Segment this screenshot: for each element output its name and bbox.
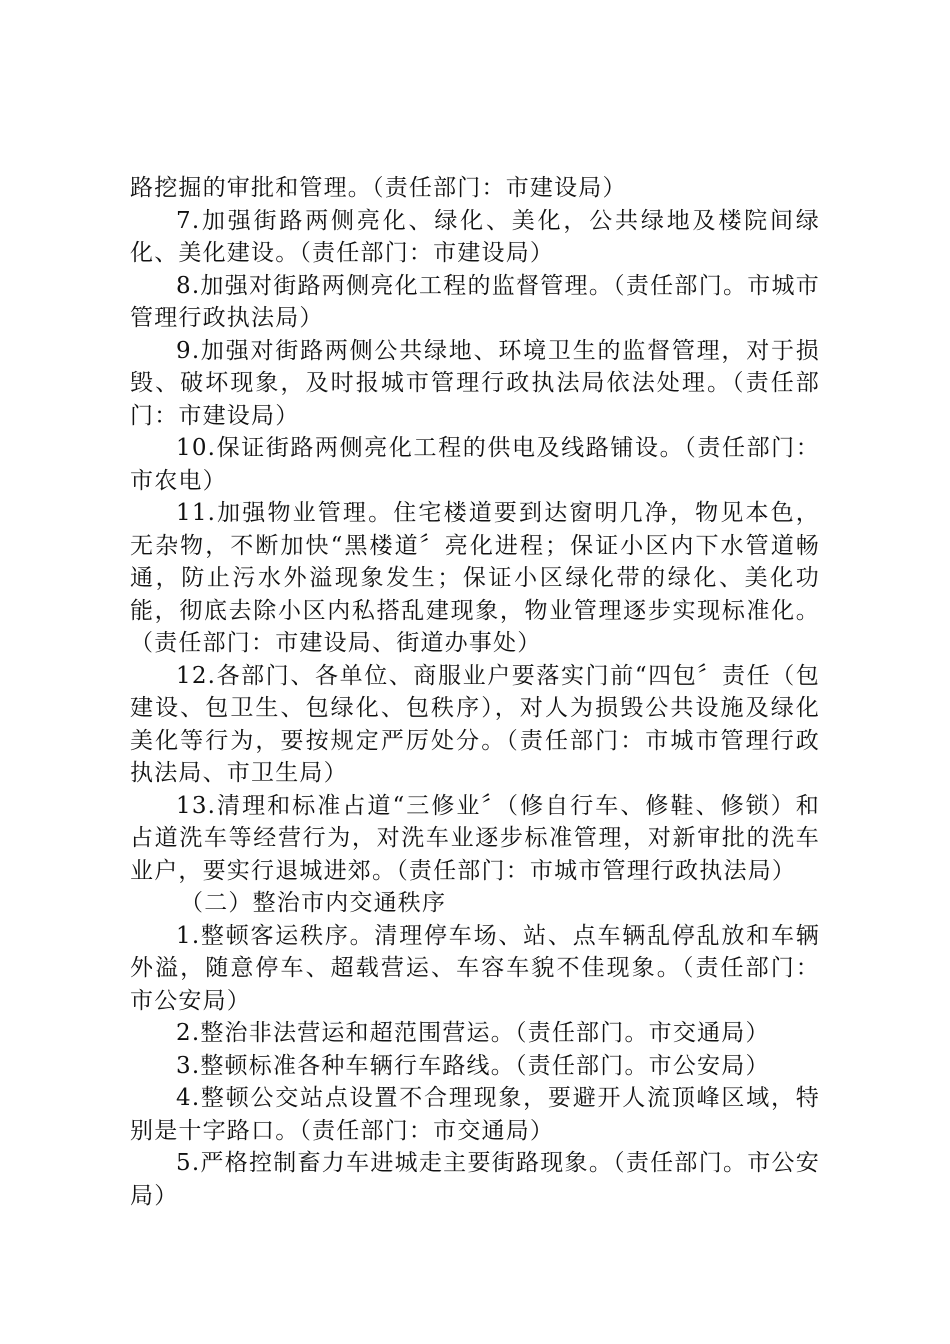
paragraph-item-11: 11.加强物业管理。住宅楼道要到达窗明几净，物见本色，无杂物，不断加快“黑楼道〞亮化进程；保证小区内下水管道畅通，防止污水外溢现象发生；保证小区绿化带的绿化、美化功能，彻底去除小区内私搭乱建现象，物业管理逐步实现标准化。（责任部门：市建设局、街道办事处）	[130, 500, 820, 656]
paragraph-item-7: 7.加强街路两侧亮化、绿化、美化，公共绿地及楼院间绿化、美化建设。（责任部门：市建设局）	[130, 207, 820, 266]
paragraph-item-9: 9.加强对街路两侧公共绿地、环境卫生的监督管理，对于损毁、破坏现象，及时报城市管理行政执法局依法处理。（责任部门：市建设局）	[130, 337, 820, 429]
document-body	[130, 172, 820, 1212]
paragraph-item-12: 12.各部门、各单位、商服业户要落实门前“四包〞责任（包建设、包卫生、包绿化、包秩序），对人为损毁公共设施及绿化美化等行为，要按规定严厉处分。（责任部门：市城市管理行政执法局、市卫生局）	[130, 662, 820, 786]
paragraph-traffic-item-1: 1.整顿客运秩序。清理停车场、站、点车辆乱停乱放和车辆外溢，随意停车、超载营运、车容车貌不佳现象。（责任部门：市公安局）	[130, 922, 820, 1014]
paragraph-item-13: 13.清理和标准占道“三修业〞（修自行车、修鞋、修锁）和占道洗车等经营行为，对洗车业逐步标准管理，对新审批的洗车业户，要实行退城进郊。（责任部门：市城市管理行政执法局）	[130, 792, 820, 884]
paragraph-item-10: 10.保证街路两侧亮化工程的供电及线路铺设。（责任部门：市农电）	[130, 435, 820, 494]
paragraph-traffic-item-2: 2.整治非法营运和超范围营运。（责任部门。市交通局）	[176, 1020, 770, 1046]
section-heading: （二）整治市内交通秩序	[180, 890, 447, 916]
paragraph-continuation: 路挖掘的审批和管理。（责任部门：市建设局）	[130, 175, 627, 201]
paragraph-traffic-item-5: 5.严格控制畜力车进城走主要街路现象。（责任部门。市公安局）	[130, 1150, 820, 1209]
paragraph-traffic-item-4: 4.整顿公交站点设置不合理现象，要避开人流顶峰区域，特别是十字路口。（责任部门：市交通局）	[130, 1085, 820, 1144]
paragraph-traffic-item-3: 3.整顿标准各种车辆行车路线。（责任部门。市公安局）	[176, 1052, 770, 1079]
paragraph-item-8: 8.加强对街路两侧亮化工程的监督管理。（责任部门。市城市管理行政执法局）	[130, 272, 820, 331]
